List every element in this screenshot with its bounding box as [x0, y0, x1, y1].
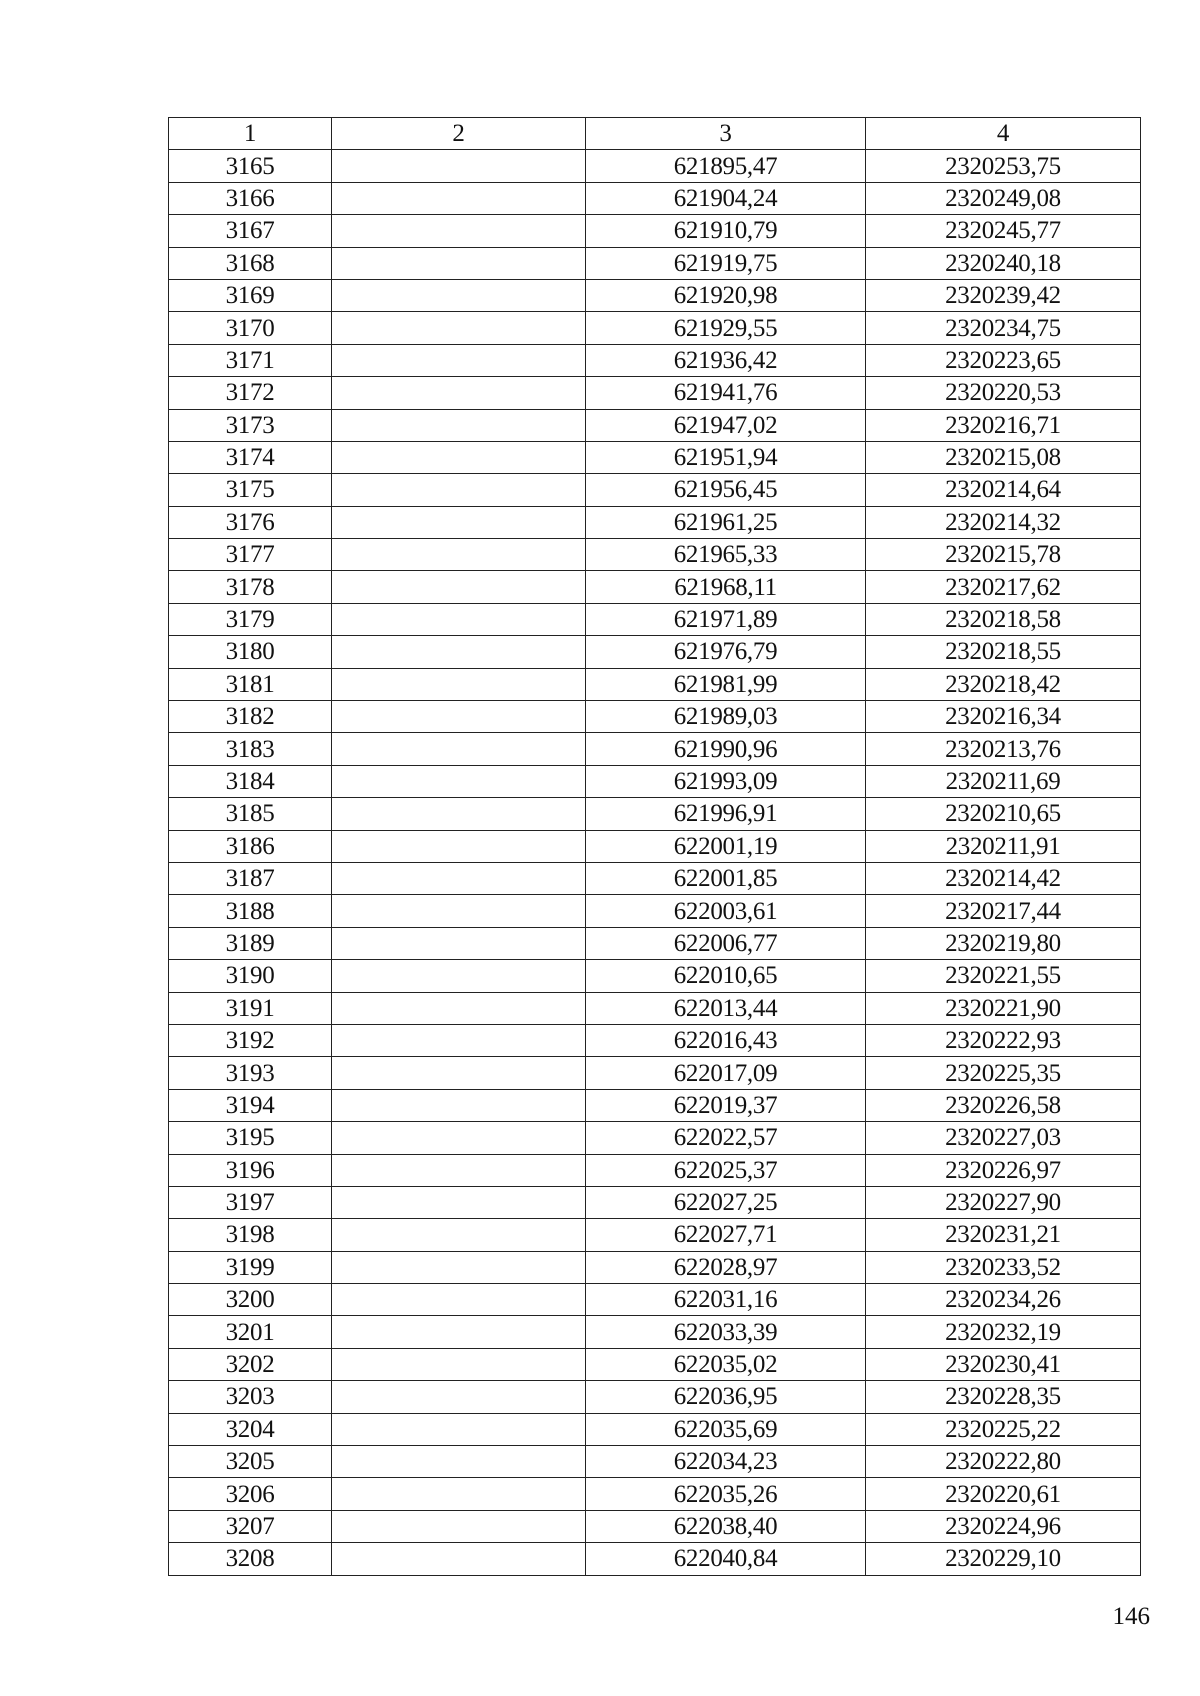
point-number-cell: 3191: [169, 992, 332, 1024]
point-number-cell: 3202: [169, 1348, 332, 1380]
point-number-cell: 3167: [169, 215, 332, 247]
table-row: [169, 765, 1141, 797]
column-2-cell: [332, 539, 586, 571]
y-coordinate-cell: 2320220,53: [866, 377, 1141, 409]
column-2-cell: [332, 701, 586, 733]
table-row: [169, 409, 1141, 441]
table-row: [169, 1446, 1141, 1478]
header-row: [169, 118, 1141, 150]
x-coordinate-cell: 621989,03: [586, 701, 866, 733]
x-coordinate-cell: 621895,47: [586, 150, 866, 182]
y-coordinate-cell: 2320216,71: [866, 409, 1141, 441]
column-2-cell: [332, 215, 586, 247]
table-row: [169, 474, 1141, 506]
table-row: [169, 312, 1141, 344]
table-row: [169, 1089, 1141, 1121]
coordinates-table: [168, 117, 1141, 1576]
y-coordinate-cell: 2320222,93: [866, 1024, 1141, 1056]
x-coordinate-cell: 622001,85: [586, 862, 866, 894]
header-cell-x: 3: [586, 118, 866, 150]
x-coordinate-cell: 622038,40: [586, 1510, 866, 1542]
table-row: [169, 1219, 1141, 1251]
point-number-cell: 3198: [169, 1219, 332, 1251]
column-2-cell: [332, 1543, 586, 1575]
x-coordinate-cell: 622016,43: [586, 1024, 866, 1056]
x-coordinate-cell: 622035,69: [586, 1413, 866, 1445]
column-2-cell: [332, 506, 586, 538]
column-2-cell: [332, 927, 586, 959]
y-coordinate-cell: 2320228,35: [866, 1381, 1141, 1413]
column-2-cell: [332, 1348, 586, 1380]
y-coordinate-cell: 2320217,62: [866, 571, 1141, 603]
column-2-cell: [332, 377, 586, 409]
column-2-cell: [332, 247, 586, 279]
column-2-cell: [332, 992, 586, 1024]
point-number-cell: 3179: [169, 603, 332, 635]
column-2-cell: [332, 1446, 586, 1478]
column-2-cell: [332, 409, 586, 441]
point-number-cell: 3186: [169, 830, 332, 862]
column-2-cell: [332, 312, 586, 344]
table-row: [169, 992, 1141, 1024]
point-number-cell: 3203: [169, 1381, 332, 1413]
column-2-cell: [332, 636, 586, 668]
point-number-cell: 3185: [169, 798, 332, 830]
table-row: [169, 377, 1141, 409]
x-coordinate-cell: 621947,02: [586, 409, 866, 441]
table-row: [169, 1284, 1141, 1316]
y-coordinate-cell: 2320213,76: [866, 733, 1141, 765]
point-number-cell: 3172: [169, 377, 332, 409]
y-coordinate-cell: 2320223,65: [866, 344, 1141, 376]
point-number-cell: 3178: [169, 571, 332, 603]
x-coordinate-cell: 622033,39: [586, 1316, 866, 1348]
y-coordinate-cell: 2320221,90: [866, 992, 1141, 1024]
page-number: 146: [1112, 1603, 1150, 1630]
x-coordinate-cell: 621981,99: [586, 668, 866, 700]
y-coordinate-cell: 2320214,42: [866, 862, 1141, 894]
table-row: [169, 1478, 1141, 1510]
table-row: [169, 441, 1141, 473]
x-coordinate-cell: 622010,65: [586, 960, 866, 992]
x-coordinate-cell: 622019,37: [586, 1089, 866, 1121]
table-row: [169, 1348, 1141, 1380]
table-header: [169, 118, 1141, 150]
column-2-cell: [332, 344, 586, 376]
table-row: [169, 960, 1141, 992]
point-number-cell: 3206: [169, 1478, 332, 1510]
column-2-cell: [332, 765, 586, 797]
x-coordinate-cell: 622034,23: [586, 1446, 866, 1478]
table-row: [169, 215, 1141, 247]
point-number-cell: 3200: [169, 1284, 332, 1316]
header-cell-2: 2: [332, 118, 586, 150]
x-coordinate-cell: 622006,77: [586, 927, 866, 959]
column-2-cell: [332, 571, 586, 603]
x-coordinate-cell: 621956,45: [586, 474, 866, 506]
table-row: [169, 1122, 1141, 1154]
table-row: [169, 571, 1141, 603]
column-2-cell: [332, 668, 586, 700]
point-number-cell: 3195: [169, 1122, 332, 1154]
y-coordinate-cell: 2320225,22: [866, 1413, 1141, 1445]
x-coordinate-cell: 622027,25: [586, 1186, 866, 1218]
column-2-cell: [332, 798, 586, 830]
column-2-cell: [332, 830, 586, 862]
point-number-cell: 3199: [169, 1251, 332, 1283]
table-row: [169, 344, 1141, 376]
point-number-cell: 3201: [169, 1316, 332, 1348]
x-coordinate-cell: 622025,37: [586, 1154, 866, 1186]
column-2-cell: [332, 733, 586, 765]
column-2-cell: [332, 1381, 586, 1413]
point-number-cell: 3183: [169, 733, 332, 765]
x-coordinate-cell: 621993,09: [586, 765, 866, 797]
point-number-cell: 3194: [169, 1089, 332, 1121]
point-number-cell: 3180: [169, 636, 332, 668]
y-coordinate-cell: 2320227,03: [866, 1122, 1141, 1154]
column-2-cell: [332, 1186, 586, 1218]
y-coordinate-cell: 2320240,18: [866, 247, 1141, 279]
table-row: [169, 1316, 1141, 1348]
column-2-cell: [332, 279, 586, 311]
column-2-cell: [332, 895, 586, 927]
point-number-cell: 3177: [169, 539, 332, 571]
x-coordinate-cell: 622001,19: [586, 830, 866, 862]
point-number-cell: 3176: [169, 506, 332, 538]
table-row: [169, 636, 1141, 668]
point-number-cell: 3190: [169, 960, 332, 992]
x-coordinate-cell: 621910,79: [586, 215, 866, 247]
table-row: [169, 603, 1141, 635]
column-2-cell: [332, 1478, 586, 1510]
column-2-cell: [332, 1122, 586, 1154]
x-coordinate-cell: 621990,96: [586, 733, 866, 765]
y-coordinate-cell: 2320226,97: [866, 1154, 1141, 1186]
y-coordinate-cell: 2320234,26: [866, 1284, 1141, 1316]
point-number-cell: 3171: [169, 344, 332, 376]
column-2-cell: [332, 1219, 586, 1251]
y-coordinate-cell: 2320231,21: [866, 1219, 1141, 1251]
point-number-cell: 3197: [169, 1186, 332, 1218]
y-coordinate-cell: 2320211,91: [866, 830, 1141, 862]
point-number-cell: 3184: [169, 765, 332, 797]
y-coordinate-cell: 2320221,55: [866, 960, 1141, 992]
y-coordinate-cell: 2320227,90: [866, 1186, 1141, 1218]
x-coordinate-cell: 621976,79: [586, 636, 866, 668]
point-number-cell: 3189: [169, 927, 332, 959]
point-number-cell: 3187: [169, 862, 332, 894]
column-2-cell: [332, 1510, 586, 1542]
y-coordinate-cell: 2320219,80: [866, 927, 1141, 959]
point-number-cell: 3205: [169, 1446, 332, 1478]
header-cell-point-number: 1: [169, 118, 332, 150]
y-coordinate-cell: 2320239,42: [866, 279, 1141, 311]
point-number-cell: 3169: [169, 279, 332, 311]
x-coordinate-cell: 622017,09: [586, 1057, 866, 1089]
x-coordinate-cell: 622003,61: [586, 895, 866, 927]
y-coordinate-cell: 2320217,44: [866, 895, 1141, 927]
column-2-cell: [332, 182, 586, 214]
table-row: [169, 1251, 1141, 1283]
column-2-cell: [332, 1316, 586, 1348]
y-coordinate-cell: 2320211,69: [866, 765, 1141, 797]
table-body: [169, 150, 1141, 1575]
column-2-cell: [332, 1251, 586, 1283]
x-coordinate-cell: 621941,76: [586, 377, 866, 409]
y-coordinate-cell: 2320253,75: [866, 150, 1141, 182]
table-row: [169, 506, 1141, 538]
y-coordinate-cell: 2320229,10: [866, 1543, 1141, 1575]
y-coordinate-cell: 2320245,77: [866, 215, 1141, 247]
point-number-cell: 3207: [169, 1510, 332, 1542]
y-coordinate-cell: 2320210,65: [866, 798, 1141, 830]
y-coordinate-cell: 2320216,34: [866, 701, 1141, 733]
x-coordinate-cell: 621904,24: [586, 182, 866, 214]
y-coordinate-cell: 2320215,08: [866, 441, 1141, 473]
y-coordinate-cell: 2320222,80: [866, 1446, 1141, 1478]
table-row: [169, 701, 1141, 733]
table-row: [169, 1154, 1141, 1186]
y-coordinate-cell: 2320232,19: [866, 1316, 1141, 1348]
column-2-cell: [332, 1413, 586, 1445]
table-row: [169, 927, 1141, 959]
table-row: [169, 1543, 1141, 1575]
y-coordinate-cell: 2320234,75: [866, 312, 1141, 344]
x-coordinate-cell: 622013,44: [586, 992, 866, 1024]
y-coordinate-cell: 2320218,58: [866, 603, 1141, 635]
table-row: [169, 1413, 1141, 1445]
y-coordinate-cell: 2320226,58: [866, 1089, 1141, 1121]
point-number-cell: 3170: [169, 312, 332, 344]
x-coordinate-cell: 621996,91: [586, 798, 866, 830]
x-coordinate-cell: 621968,11: [586, 571, 866, 603]
y-coordinate-cell: 2320249,08: [866, 182, 1141, 214]
table-row: [169, 830, 1141, 862]
x-coordinate-cell: 621971,89: [586, 603, 866, 635]
x-coordinate-cell: 621919,75: [586, 247, 866, 279]
table-row: [169, 1024, 1141, 1056]
column-2-cell: [332, 1057, 586, 1089]
point-number-cell: 3165: [169, 150, 332, 182]
point-number-cell: 3208: [169, 1543, 332, 1575]
point-number-cell: 3175: [169, 474, 332, 506]
point-number-cell: 3192: [169, 1024, 332, 1056]
table-row: [169, 733, 1141, 765]
point-number-cell: 3204: [169, 1413, 332, 1445]
table-row: [169, 1381, 1141, 1413]
table-row: [169, 1510, 1141, 1542]
column-2-cell: [332, 1089, 586, 1121]
y-coordinate-cell: 2320224,96: [866, 1510, 1141, 1542]
x-coordinate-cell: 622036,95: [586, 1381, 866, 1413]
column-2-cell: [332, 1154, 586, 1186]
y-coordinate-cell: 2320218,42: [866, 668, 1141, 700]
column-2-cell: [332, 603, 586, 635]
y-coordinate-cell: 2320214,64: [866, 474, 1141, 506]
table-row: [169, 182, 1141, 214]
x-coordinate-cell: 621961,25: [586, 506, 866, 538]
column-2-cell: [332, 1284, 586, 1316]
table-row: [169, 279, 1141, 311]
table-row: [169, 895, 1141, 927]
x-coordinate-cell: 622027,71: [586, 1219, 866, 1251]
y-coordinate-cell: 2320225,35: [866, 1057, 1141, 1089]
table-row: [169, 1057, 1141, 1089]
x-coordinate-cell: 621951,94: [586, 441, 866, 473]
x-coordinate-cell: 622035,02: [586, 1348, 866, 1380]
point-number-cell: 3188: [169, 895, 332, 927]
point-number-cell: 3174: [169, 441, 332, 473]
y-coordinate-cell: 2320230,41: [866, 1348, 1141, 1380]
table-row: [169, 247, 1141, 279]
column-2-cell: [332, 474, 586, 506]
x-coordinate-cell: 621929,55: [586, 312, 866, 344]
table-row: [169, 150, 1141, 182]
x-coordinate-cell: 622031,16: [586, 1284, 866, 1316]
y-coordinate-cell: 2320233,52: [866, 1251, 1141, 1283]
header-cell-y: 4: [866, 118, 1141, 150]
point-number-cell: 3168: [169, 247, 332, 279]
y-coordinate-cell: 2320215,78: [866, 539, 1141, 571]
table-row: [169, 1186, 1141, 1218]
column-2-cell: [332, 960, 586, 992]
table-row: [169, 798, 1141, 830]
point-number-cell: 3182: [169, 701, 332, 733]
column-2-cell: [332, 441, 586, 473]
x-coordinate-cell: 621920,98: [586, 279, 866, 311]
column-2-cell: [332, 862, 586, 894]
point-number-cell: 3181: [169, 668, 332, 700]
table-row: [169, 668, 1141, 700]
column-2-cell: [332, 1024, 586, 1056]
x-coordinate-cell: 622035,26: [586, 1478, 866, 1510]
point-number-cell: 3193: [169, 1057, 332, 1089]
x-coordinate-cell: 621965,33: [586, 539, 866, 571]
table-row: [169, 862, 1141, 894]
table-row: [169, 539, 1141, 571]
y-coordinate-cell: 2320214,32: [866, 506, 1141, 538]
point-number-cell: 3196: [169, 1154, 332, 1186]
y-coordinate-cell: 2320218,55: [866, 636, 1141, 668]
point-number-cell: 3173: [169, 409, 332, 441]
column-2-cell: [332, 150, 586, 182]
x-coordinate-cell: 621936,42: [586, 344, 866, 376]
x-coordinate-cell: 622040,84: [586, 1543, 866, 1575]
point-number-cell: 3166: [169, 182, 332, 214]
x-coordinate-cell: 622028,97: [586, 1251, 866, 1283]
y-coordinate-cell: 2320220,61: [866, 1478, 1141, 1510]
x-coordinate-cell: 622022,57: [586, 1122, 866, 1154]
